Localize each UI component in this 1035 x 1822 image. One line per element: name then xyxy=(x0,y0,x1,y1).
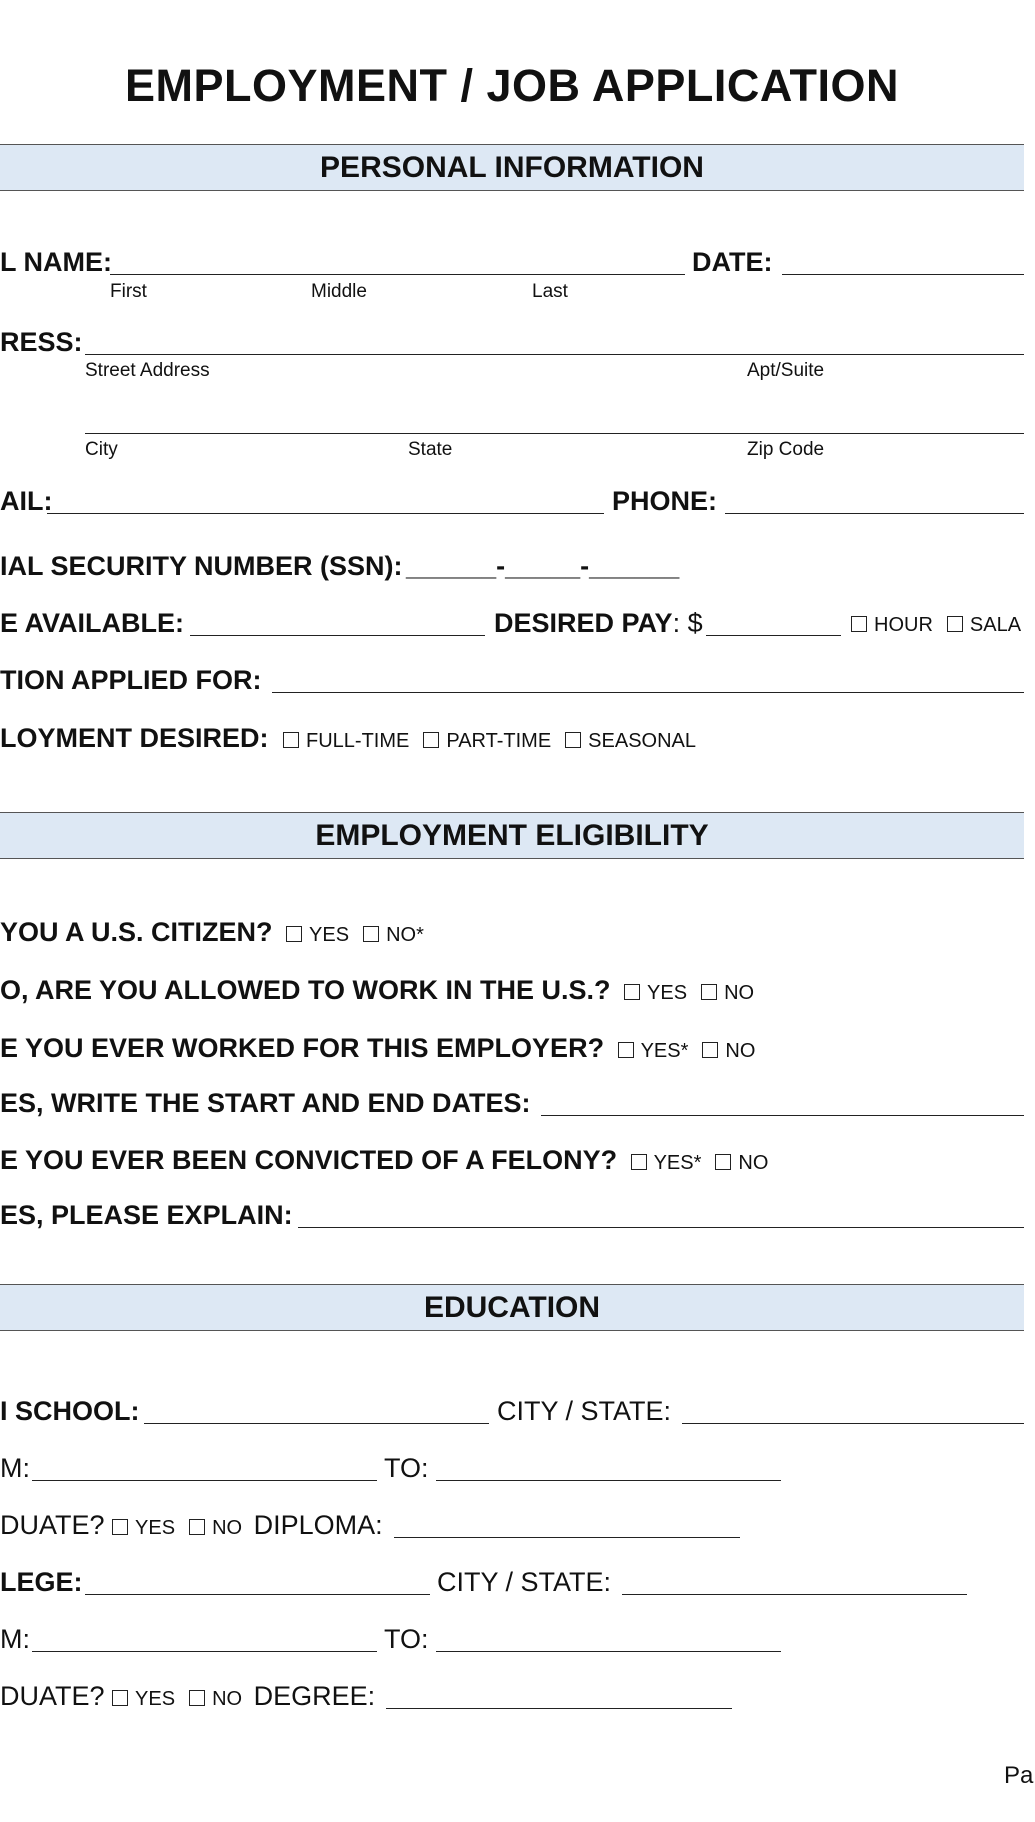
address-label: RESS: xyxy=(0,327,83,357)
zip-caption: Zip Code xyxy=(747,439,825,460)
ssn-field[interactable]: ______-_____-______ xyxy=(406,551,680,581)
phone-field[interactable] xyxy=(725,513,1024,514)
seasonal-label: SEASONAL xyxy=(588,730,696,752)
salary-option-label: SALA xyxy=(969,614,1022,636)
hs-from-field[interactable] xyxy=(32,1480,377,1481)
college-graduate-row xyxy=(0,1681,375,1712)
college-graduate-no-checkbox[interactable] xyxy=(189,1690,205,1706)
college-graduate-yes-checkbox[interactable] xyxy=(112,1690,128,1706)
felony-yes-label: YES* xyxy=(653,1152,702,1174)
salary-option[interactable] xyxy=(947,614,1035,636)
hs-graduate-yes-checkbox[interactable] xyxy=(112,1519,128,1535)
degree-field[interactable] xyxy=(386,1708,732,1709)
hour-checkbox[interactable] xyxy=(851,616,867,632)
felony-no-label: NO xyxy=(738,1152,769,1174)
hs-graduate-label: DUATE? xyxy=(0,1510,105,1540)
pay-period-options xyxy=(851,614,1035,637)
diploma-label: DIPLOMA: xyxy=(253,1510,383,1540)
employment-desired-label: LOYMENT DESIRED: xyxy=(0,723,269,753)
college-label: LEGE: xyxy=(0,1567,83,1597)
degree-label: DEGREE: xyxy=(253,1681,376,1711)
form-title: EMPLOYMENT / JOB APPLICATION xyxy=(124,60,900,111)
phone-label: PHONE: xyxy=(612,486,718,516)
section-header-education: EDUCATION xyxy=(0,1284,1024,1331)
part-time-label: PART-TIME xyxy=(446,730,552,752)
email-label: AIL: xyxy=(0,486,53,516)
allowed-question-text: O, ARE YOU ALLOWED TO WORK IN THE U.S.? xyxy=(0,975,611,1005)
seasonal-checkbox[interactable] xyxy=(565,732,581,748)
desired-pay-field[interactable] xyxy=(706,635,841,636)
hs-graduate-yes-label: YES xyxy=(135,1517,176,1539)
seasonal-option[interactable] xyxy=(565,730,710,752)
citizen-no-checkbox[interactable] xyxy=(363,926,379,942)
college-graduate-no-label: NO xyxy=(212,1688,243,1710)
citizen-yes-checkbox[interactable] xyxy=(286,926,302,942)
citizen-no-label: NO* xyxy=(386,924,424,946)
college-city-state-field[interactable] xyxy=(622,1594,967,1595)
hour-option-label: HOUR xyxy=(874,614,933,636)
employment-type-options xyxy=(283,730,710,753)
part-time-option[interactable] xyxy=(423,730,565,752)
citizen-yes-label: YES xyxy=(309,924,350,946)
hs-to-field[interactable] xyxy=(436,1480,781,1481)
city-caption: City xyxy=(85,439,118,460)
apt-suite-caption: Apt/Suite xyxy=(747,360,825,381)
explain-field[interactable] xyxy=(298,1227,1024,1228)
section-header-eligibility: EMPLOYMENT ELIGIBILITY xyxy=(0,812,1024,859)
start-end-dates-label: ES, WRITE THE START AND END DATES: xyxy=(0,1088,531,1118)
section-header-personal: PERSONAL INFORMATION xyxy=(0,144,1024,191)
worked-question-text: E YOU EVER WORKED FOR THIS EMPLOYER? xyxy=(0,1033,605,1063)
full-name-field[interactable] xyxy=(110,274,685,275)
felony-question xyxy=(0,1145,782,1176)
worked-yes-label: YES* xyxy=(640,1040,689,1062)
part-time-checkbox[interactable] xyxy=(423,732,439,748)
salary-checkbox[interactable] xyxy=(947,616,963,632)
college-to-field[interactable] xyxy=(436,1651,781,1652)
page-number: Pa xyxy=(1004,1762,1034,1789)
date-label: DATE: xyxy=(692,247,773,277)
name-first-caption: First xyxy=(110,281,147,302)
college-from-field[interactable] xyxy=(32,1651,377,1652)
position-field[interactable] xyxy=(272,692,1024,693)
start-end-dates-field[interactable] xyxy=(541,1115,1024,1116)
full-time-option[interactable] xyxy=(283,730,423,752)
desired-pay-label: DESIRED PAY xyxy=(494,608,673,638)
high-school-label: I SCHOOL: xyxy=(0,1396,140,1426)
college-city-state-label: CITY / STATE: xyxy=(437,1567,612,1597)
college-to-label: TO: xyxy=(384,1624,429,1654)
street-address-field[interactable] xyxy=(85,354,1024,355)
explain-label: ES, PLEASE EXPLAIN: xyxy=(0,1200,293,1230)
college-field[interactable] xyxy=(85,1594,430,1595)
felony-yes-checkbox[interactable] xyxy=(631,1154,647,1170)
college-graduate-label: DUATE? xyxy=(0,1681,105,1711)
felony-no-checkbox[interactable] xyxy=(715,1154,731,1170)
full-time-label: FULL-TIME xyxy=(306,730,410,752)
date-available-field[interactable] xyxy=(190,635,485,636)
hs-from-label: M: xyxy=(0,1453,30,1483)
full-time-checkbox[interactable] xyxy=(283,732,299,748)
ssn-label: IAL SECURITY NUMBER (SSN): xyxy=(0,551,403,581)
hs-graduate-no-label: NO xyxy=(212,1517,243,1539)
worked-no-label: NO xyxy=(725,1040,756,1062)
name-last-caption: Last xyxy=(532,281,568,302)
citizen-question xyxy=(0,917,438,948)
felony-question-text: E YOU EVER BEEN CONVICTED OF A FELONY? xyxy=(0,1145,618,1175)
street-address-caption: Street Address xyxy=(85,360,210,381)
college-from-label: M: xyxy=(0,1624,30,1654)
worked-no-checkbox[interactable] xyxy=(702,1042,718,1058)
diploma-field[interactable] xyxy=(394,1537,740,1538)
desired-pay-row xyxy=(494,608,703,639)
college-graduate-yes-label: YES xyxy=(135,1688,176,1710)
allowed-no-label: NO xyxy=(724,982,755,1004)
high-school-field[interactable] xyxy=(144,1423,489,1424)
city-state-zip-field[interactable] xyxy=(85,433,1024,434)
worked-before-question xyxy=(0,1033,769,1064)
allowed-no-checkbox[interactable] xyxy=(701,984,717,1000)
hs-city-state-field[interactable] xyxy=(682,1423,1024,1424)
position-label: TION APPLIED FOR: xyxy=(0,665,262,695)
desired-pay-currency: : $ xyxy=(672,608,703,638)
date-available-label: E AVAILABLE: xyxy=(0,608,184,638)
hs-to-label: TO: xyxy=(384,1453,429,1483)
hs-city-state-label: CITY / STATE: xyxy=(497,1396,672,1426)
allowed-yes-label: YES xyxy=(647,982,688,1004)
full-name-label: L NAME: xyxy=(0,247,112,277)
hour-option[interactable] xyxy=(851,614,947,636)
date-field[interactable] xyxy=(782,274,1024,275)
hs-graduate-row xyxy=(0,1510,383,1541)
allowed-yes-checkbox[interactable] xyxy=(624,984,640,1000)
email-field[interactable] xyxy=(47,513,604,514)
allowed-to-work-question xyxy=(0,975,768,1006)
hs-graduate-no-checkbox[interactable] xyxy=(189,1519,205,1535)
worked-yes-checkbox[interactable] xyxy=(618,1042,634,1058)
name-middle-caption: Middle xyxy=(311,281,367,302)
citizen-question-text: YOU A U.S. CITIZEN? xyxy=(0,917,273,947)
state-caption: State xyxy=(408,439,453,460)
